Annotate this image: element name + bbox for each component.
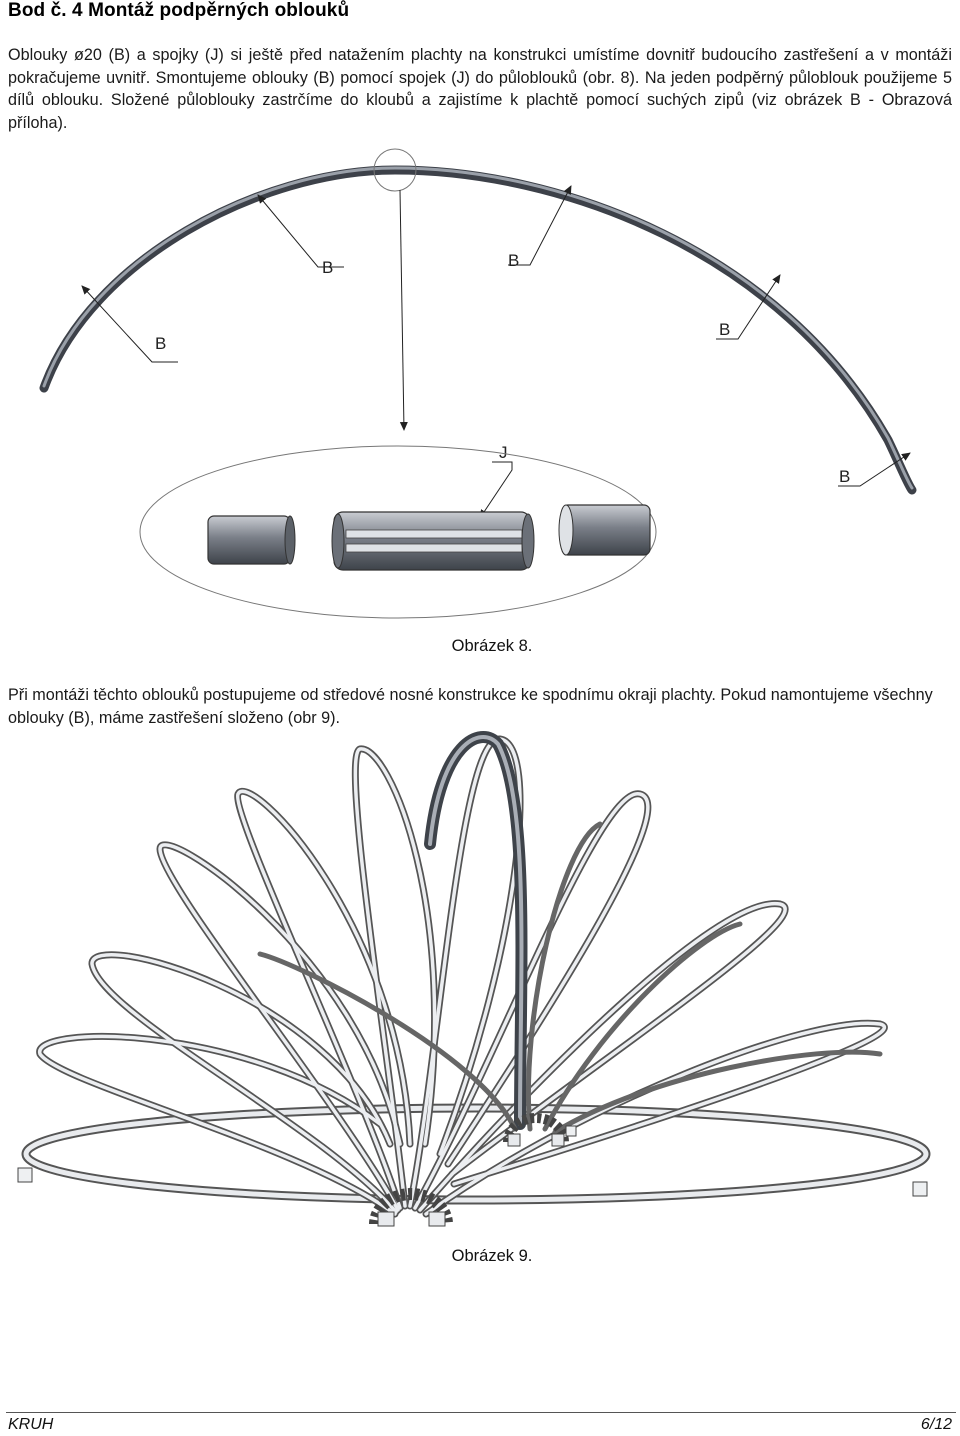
figure-8-arc-diagram: [0, 140, 960, 620]
tube-end-right: [559, 505, 650, 555]
second-paragraph: Při montáži těchto oblouků postupujeme od středové nosné konstrukce ke spodnímu okraji plachty. Pokud namontujeme všechny oblouky (B), máme zastřešení složeno (obr 9).: [8, 686, 933, 727]
tube-end-left: [208, 516, 295, 564]
footer-divider: [6, 1412, 956, 1413]
section-heading: Bod č. 4 Montáž podpěrných oblouků: [8, 0, 350, 21]
arches-fan: [40, 739, 885, 1214]
connector-j: [332, 512, 534, 570]
figure-8-caption: Obrázek 8.: [451, 637, 533, 655]
figure-9-caption: Obrázek 9.: [451, 1247, 533, 1265]
callout-leaders: [82, 186, 910, 518]
label-b-lower-right: B: [839, 467, 851, 486]
footer-page-number: 6/12: [920, 1416, 952, 1433]
label-b-left: B: [155, 334, 167, 353]
footer-document-name: KRUH: [8, 1416, 54, 1433]
label-b-upper-left: B: [322, 258, 334, 277]
figure-9-frame-illustration: [0, 724, 960, 1244]
label-b-upper-right: B: [508, 251, 520, 270]
label-j: J: [499, 443, 508, 462]
half-arc-tube: [44, 168, 912, 490]
label-b-right: B: [719, 320, 731, 339]
intro-paragraph: Oblouky ø20 (B) a spojky (J) si ještě před natažením plachty na konstrukci umístíme dovnitř budoucího zastřešení a v montáži pokračujeme uvnitř. Smontujeme oblouky (B) pomocí spojek (J) do půloblouků (obr. 8). Na jeden podpěrný půloblouk použijeme 5 dílů oblouku. Složené půloblouky zastrčíme do kloubů a zajistíme k plachtě pomocí suchých zipů (viz obrázek B - Obrazová příloha).: [8, 46, 952, 132]
